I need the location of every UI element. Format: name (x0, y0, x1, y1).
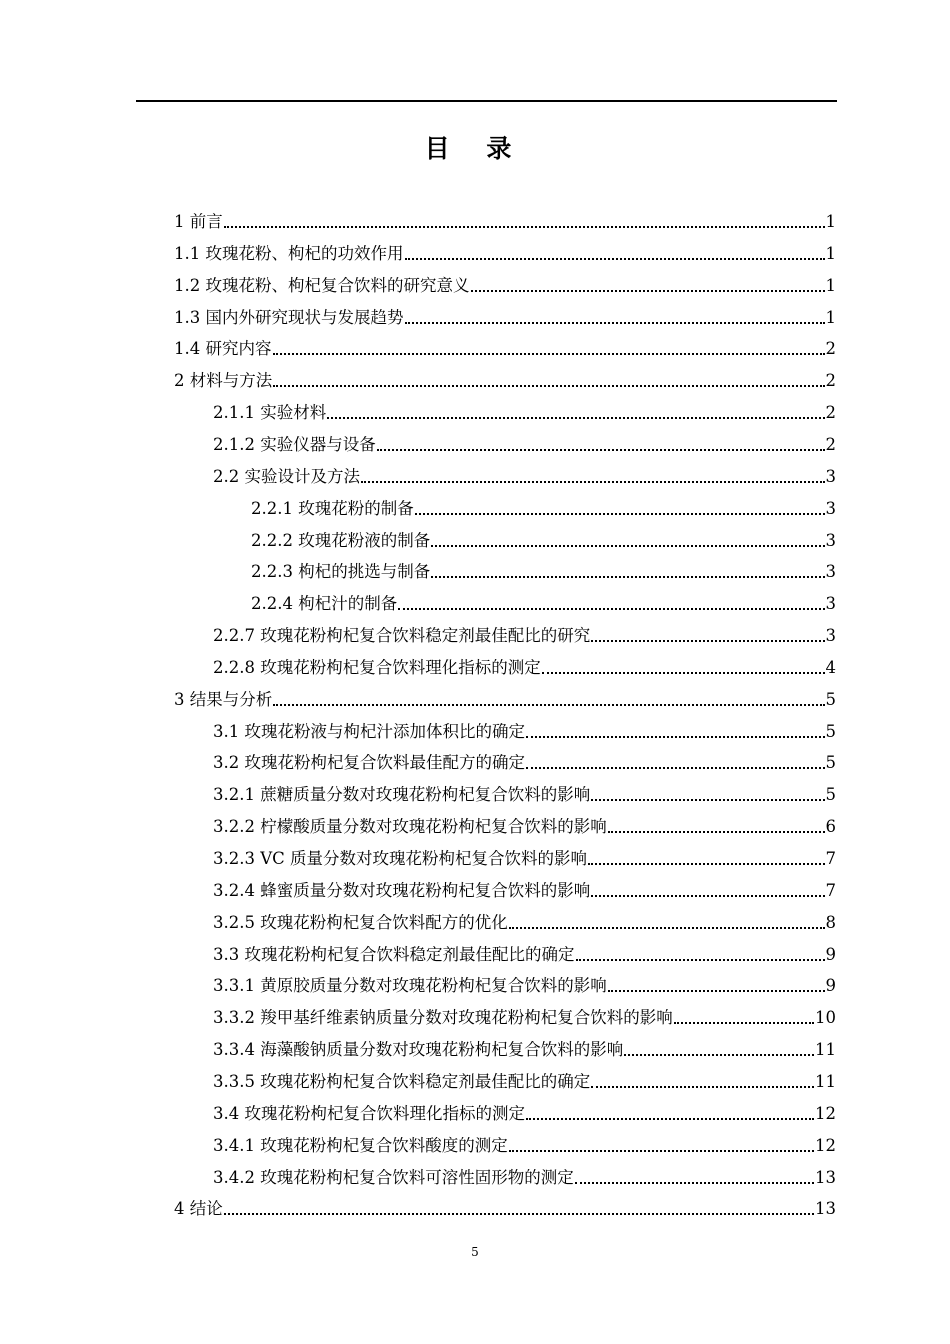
toc-entry-page: 7 (825, 880, 836, 900)
toc-entry[interactable] (174, 365, 836, 397)
toc-entry-page: 5 (825, 785, 836, 805)
toc-entry-page: 13 (815, 1167, 836, 1187)
toc-entry-text: 1 前言 (174, 212, 223, 231)
page-number: 5 (471, 1245, 479, 1259)
toc-entry-page: 4 (825, 657, 836, 677)
toc-leader-dots (526, 736, 825, 738)
toc-entry-page: 2 (825, 403, 836, 423)
toc-entry-text: 3.2.3 VC 质量分数对玫瑰花粉枸杞复合饮料的影响 (213, 849, 588, 868)
toc-entry-page: 2 (825, 434, 836, 454)
toc-entry-page: 1 (825, 243, 836, 263)
toc-entry-text: 3.3.1 黄原胶质量分数对玫瑰花粉枸杞复合饮料的影响 (213, 976, 607, 996)
toc-leader-dots (509, 927, 825, 929)
toc-entry-page: 5 (825, 721, 836, 741)
toc-leader-dots (576, 959, 825, 961)
toc-entry[interactable] (213, 875, 836, 907)
toc-leader-dots (431, 576, 824, 578)
toc-entry-page: 7 (825, 849, 836, 868)
toc-entry-text: 3.3 玫瑰花粉枸杞复合饮料稳定剂最佳配比的确定 (213, 944, 575, 964)
toc-entry-text: 2 材料与方法 (174, 371, 273, 391)
toc-entry-page: 12 (815, 1103, 836, 1123)
header-rule (136, 100, 837, 102)
toc-entry-text: 3.3.2 羧甲基纤维素钠质量分数对玫瑰花粉枸杞复合饮料的影响 (213, 1008, 673, 1028)
toc-entry-text: 3.4.1 玫瑰花粉枸杞复合饮料酸度的测定 (213, 1135, 508, 1155)
toc-entry-text: 3.3.5 玫瑰花粉枸杞复合饮料稳定剂最佳配比的确定 (213, 1071, 591, 1091)
toc-entry-page: 6 (825, 817, 836, 837)
toc-leader-dots (526, 767, 825, 769)
toc-entry[interactable] (213, 970, 836, 1002)
toc-entry[interactable] (213, 1066, 836, 1098)
toc-leader-dots (224, 226, 825, 228)
toc-leader-dots (591, 1086, 814, 1088)
toc-entry-page: 12 (815, 1135, 836, 1155)
toc-leader-dots (398, 608, 824, 610)
toc-leader-dots (588, 863, 824, 865)
toc-leader-dots (415, 513, 825, 515)
toc-entry[interactable] (251, 493, 836, 525)
toc-entry-page: 5 (825, 753, 836, 773)
toc-entry[interactable] (213, 939, 836, 971)
toc-leader-dots (361, 481, 825, 483)
toc-entry[interactable] (213, 779, 836, 811)
toc-entry[interactable] (213, 716, 836, 748)
toc-entry[interactable] (213, 620, 836, 652)
toc-leader-dots (405, 258, 825, 260)
toc-entry-page: 2 (825, 339, 836, 359)
toc-entry[interactable] (174, 238, 836, 270)
toc-entry[interactable] (174, 1193, 836, 1225)
toc-entry-text: 3 结果与分析 (174, 689, 273, 709)
toc-leader-dots (377, 449, 825, 451)
toc-entry-text: 3.2.4 蜂蜜质量分数对玫瑰花粉枸杞复合饮料的影响 (213, 880, 591, 900)
toc-entry-text: 2.2.4 枸杞汁的制备 (251, 594, 398, 614)
toc-entry[interactable] (213, 429, 836, 461)
toc-leader-dots (624, 1054, 814, 1056)
toc-entry-page: 3 (825, 530, 836, 550)
toc-leader-dots (431, 545, 824, 547)
toc-entry[interactable] (174, 684, 836, 716)
toc-entry-text: 2.2.7 玫瑰花粉枸杞复合饮料稳定剂最佳配比的研究 (213, 626, 591, 646)
toc-entry-text: 2.2 实验设计及方法 (213, 466, 360, 486)
toc-entry-text: 4 结论 (174, 1199, 223, 1219)
toc-entry-page: 5 (825, 689, 836, 709)
toc-leader-dots (608, 831, 825, 833)
toc-entry-page: 1 (825, 307, 836, 327)
toc-entry-text: 3.2.5 玫瑰花粉枸杞复合饮料配方的优化 (213, 912, 508, 932)
toc-leader-dots (542, 672, 825, 674)
toc-entry-text: 3.2.1 蔗糖质量分数对玫瑰花粉枸杞复合饮料的影响 (213, 785, 591, 805)
toc-leader-dots (509, 1150, 814, 1152)
toc-entry-text: 2.2.2 玫瑰花粉液的制备 (251, 530, 431, 550)
toc-entry[interactable] (213, 811, 836, 843)
toc-entry[interactable] (213, 907, 836, 939)
toc-entry[interactable] (213, 1002, 836, 1034)
toc-entry-text: 3.2 玫瑰花粉枸杞复合饮料最佳配方的确定 (213, 753, 525, 773)
toc-title: 目 录 (424, 134, 526, 163)
toc-entry-text: 3.3.4 海藻酸钠质量分数对玫瑰花粉枸杞复合饮料的影响 (213, 1040, 624, 1060)
toc-leader-dots (674, 1022, 814, 1024)
toc-entry-page: 3 (825, 466, 836, 486)
toc-entry-text: 1.1 玫瑰花粉、枸杞的功效作用 (174, 243, 404, 263)
toc-entry[interactable] (213, 461, 836, 493)
toc-entry[interactable] (251, 556, 836, 588)
toc-entry-page: 9 (825, 944, 836, 964)
toc-leader-dots (224, 1213, 814, 1215)
toc-entry[interactable] (213, 1034, 836, 1066)
toc-leader-dots (591, 799, 824, 801)
toc-entry-page: 10 (815, 1008, 836, 1028)
toc-leader-dots (405, 322, 825, 324)
toc-entry-text: 1.4 研究内容 (174, 339, 272, 359)
toc-entry[interactable] (213, 1130, 836, 1162)
toc-entry[interactable] (174, 206, 836, 238)
toc-entry-page: 2 (825, 371, 836, 391)
toc-entry-page: 11 (815, 1040, 836, 1060)
toc-entry-page: 3 (825, 498, 836, 518)
toc-entry-text: 2.1.2 实验仪器与设备 (213, 434, 376, 454)
toc-entry-text: 3.4 玫瑰花粉枸杞复合饮料理化指标的测定 (213, 1103, 525, 1123)
toc-entry[interactable] (174, 333, 836, 365)
toc-entry-page: 8 (825, 912, 836, 932)
toc-leader-dots (526, 1118, 814, 1120)
toc-entry-text: 3.4.2 玫瑰花粉枸杞复合饮料可溶性固形物的测定 (213, 1167, 574, 1187)
toc-entry-text: 2.1.1 实验材料 (213, 403, 327, 423)
toc-entry-text: 1.2 玫瑰花粉、枸杞复合饮料的研究意义 (174, 275, 470, 295)
toc-entry-page: 3 (825, 626, 836, 646)
toc-entry-text: 3.2.2 柠檬酸质量分数对玫瑰花粉枸杞复合饮料的影响 (213, 817, 607, 837)
toc-entry-page: 3 (825, 594, 836, 614)
toc-entry-page: 9 (825, 976, 836, 996)
toc-entry-page: 11 (815, 1071, 836, 1091)
toc-entry[interactable] (251, 525, 836, 557)
toc-leader-dots (575, 1182, 814, 1184)
toc-leader-dots (591, 895, 824, 897)
toc-leader-dots (273, 704, 824, 706)
toc-entry[interactable] (251, 588, 836, 620)
toc-entry-text: 2.2.8 玫瑰花粉枸杞复合饮料理化指标的测定 (213, 657, 541, 677)
toc-entry-page: 13 (815, 1199, 836, 1219)
toc-entry[interactable] (213, 1162, 836, 1194)
toc-leader-dots (327, 417, 824, 419)
toc-entry[interactable] (174, 270, 836, 302)
toc-entry-page: 1 (825, 212, 836, 231)
toc-entry[interactable] (213, 843, 836, 875)
toc-entry-text: 3.1 玫瑰花粉液与枸杞汁添加体积比的确定 (213, 721, 525, 741)
toc-entry-page: 3 (825, 562, 836, 582)
toc-entry[interactable] (213, 747, 836, 779)
toc-leader-dots (471, 290, 825, 292)
toc-entry-text: 2.2.3 枸杞的挑选与制备 (251, 562, 431, 582)
toc-entry[interactable] (213, 1098, 836, 1130)
toc-entry[interactable] (174, 302, 836, 334)
toc-leader-dots (591, 640, 824, 642)
toc-leader-dots (273, 353, 825, 355)
toc-leader-dots (608, 990, 825, 992)
toc-entry-text: 2.2.1 玫瑰花粉的制备 (251, 498, 414, 518)
toc-entry-text: 1.3 国内外研究现状与发展趋势 (174, 307, 404, 327)
toc-entry[interactable] (213, 397, 836, 429)
toc-entry-page: 1 (825, 275, 836, 295)
toc-entry[interactable] (213, 652, 836, 684)
toc-leader-dots (273, 385, 824, 387)
